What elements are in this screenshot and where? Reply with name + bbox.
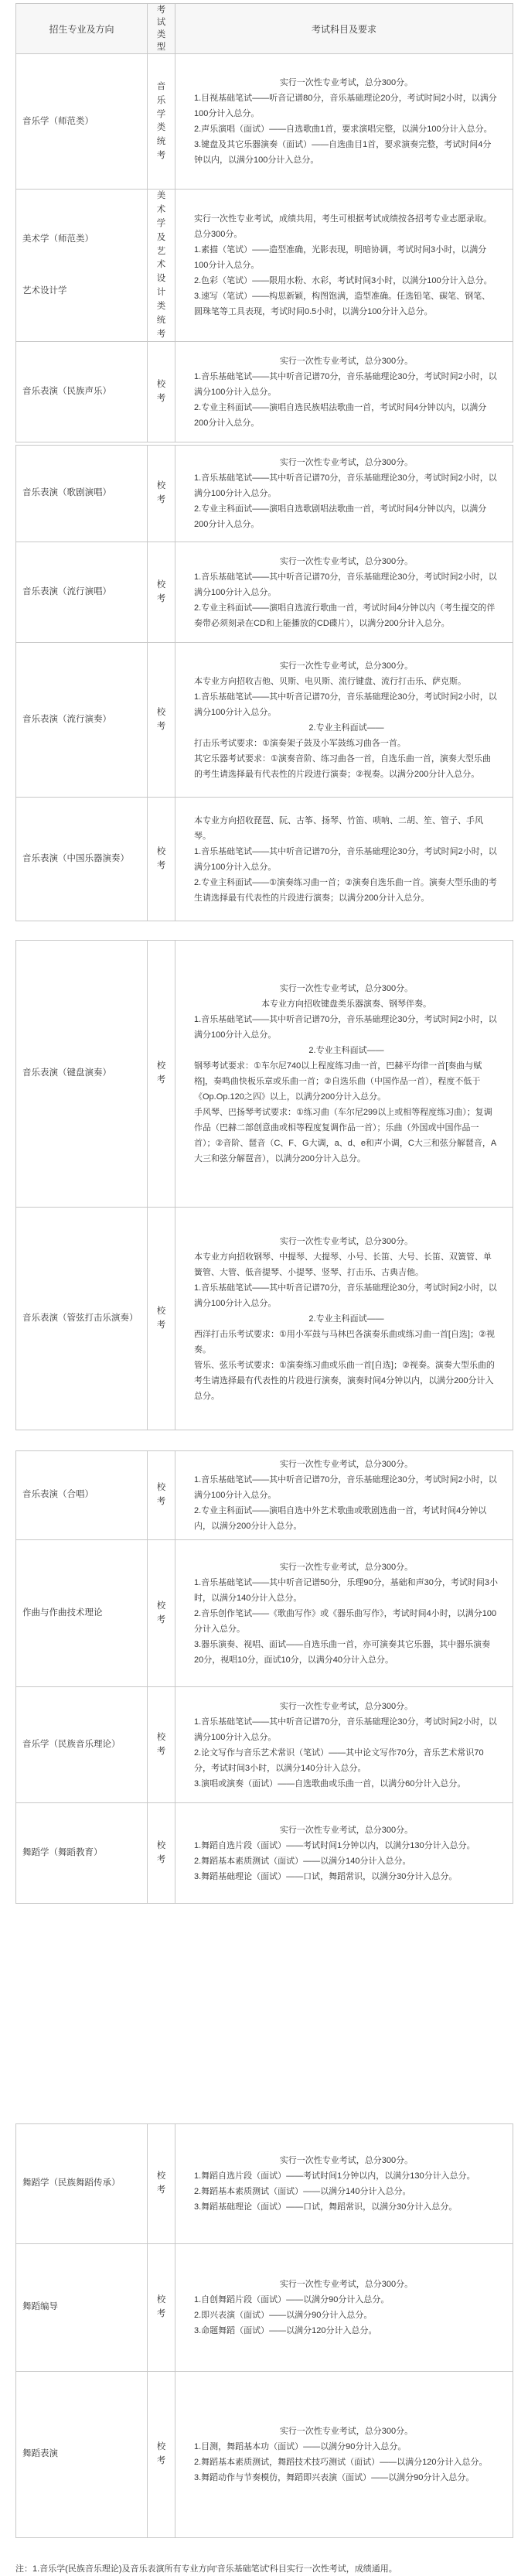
- exam-type-cell: 校考: [148, 1208, 175, 1430]
- table-row: [16, 446, 513, 542]
- req-line: 本专业方向招收钢琴、中提琴、大提琴、小号、长笛、大号、长笛、双簧管、单簧管、大管、低音提琴、小提琴、竖琴、打击乐、古典吉他。: [194, 1252, 492, 1277]
- table-row: [16, 2372, 513, 2538]
- requirements-cell: [175, 2124, 513, 2244]
- req-line: 1.音乐基础笔试——其中听音记谱70分，音乐基础理论30分，考试时间2小时，以满分100分计入总分。: [194, 1283, 497, 1308]
- requirements-cell: [175, 1208, 513, 1430]
- req-line: 实行一次性专业考试，总分300分。: [279, 1562, 414, 1572]
- req-line: 3.器乐演奏、视唱、面试——自选乐曲一首，亦可演奏其它乐器，其中器乐演奏20分，视唱10分，面试10分，以满分40分计入总分。: [194, 1639, 491, 1665]
- table-row: [16, 190, 513, 342]
- table-row: [16, 1687, 513, 1803]
- requirements-cell: [175, 1687, 513, 1803]
- req-line: 3.命题舞蹈（面试）——以满分120分计入总分。: [194, 2326, 377, 2335]
- req-line: 1.目视基础笔试——听音记谱80分，音乐基础理论20分，考试时间2小时，以满分100分计入总分。: [194, 94, 497, 119]
- major-cell: 舞蹈学（民族舞蹈传承）: [16, 2124, 148, 2244]
- major-cell: 舞蹈学（舞蹈教育）: [16, 1803, 148, 1904]
- requirements-cell: [175, 1803, 513, 1904]
- table-row: [16, 798, 513, 921]
- req-line: 2.专业主科面试——: [308, 1046, 384, 1055]
- table-header: [16, 4, 513, 54]
- major-cell: 音乐学（师范类）: [16, 54, 148, 190]
- req-line: 1.音乐基础笔试——其中听音记谱70分，音乐基础理论30分，考试时间2小时，以满分100分计入总分。: [194, 371, 497, 397]
- req-line: 3.舞蹈基础理论（面试）——口试，舞蹈常识，以满分30分计入总分。: [194, 2202, 458, 2212]
- exam-type-cell: 校考: [148, 2372, 175, 2538]
- major-cell: 音乐表演（合唱）: [16, 1451, 148, 1540]
- major-cell: 音乐表演（流行演唱）: [16, 542, 148, 643]
- exam-type-cell: 校考: [148, 2124, 175, 2244]
- table-row: [16, 2244, 513, 2372]
- req-line: 1.音乐基础笔试——其中听音记谱70分，音乐基础理论30分，考试时间2小时，以满分100分计入总分。: [194, 692, 497, 717]
- req-line: 2.色彩（笔试）——限用水粉、水彩，考试时间3小时，以满分100分计入总分。: [194, 276, 492, 286]
- req-line: 管乐、弦乐考试要求：①演奏练习曲或乐曲一首[自选]；②视奏。演奏大型乐曲的考生请选择最有代表性的片段进行演奏，演奏时间4分钟以内，以满分200分计入总分。: [194, 1360, 495, 1401]
- header-major: 招生专业及方向: [16, 4, 148, 54]
- req-line: 2.声乐演唱（面试）——自选歌曲1首，要求演唱完整，以满分100分计入总分。: [194, 125, 492, 135]
- exam-table-2: [15, 445, 513, 921]
- req-line: 实行一次性专业考试，总分300分。: [279, 556, 414, 566]
- req-line: 3.速写（笔试）——构思新颖，构图饱满，造型准确。任选铅笔、碳笔、钢笔、圆珠笔等工具表现，考试时间0.5小时，以满分100分计入总分。: [194, 292, 491, 317]
- major-cell: 音乐表演（民族声乐）: [16, 342, 148, 442]
- table-row: [16, 1451, 513, 1540]
- req-line: 3.舞蹈动作与节奏模仿，舞蹈即兴表演（面试）——以满分90分计入总分。: [194, 2473, 475, 2482]
- exam-type-cell: 校考: [148, 798, 175, 921]
- req-line: 1.音乐基础笔试——其中听音记谱70分，音乐基础理论30分，考试时间2小时，以满分100分计入总分。: [194, 1015, 497, 1040]
- major-cell: [16, 190, 148, 342]
- req-line: 2.专业主科面试——: [308, 723, 384, 733]
- major-cell: 音乐学（民族音乐理论）: [16, 1687, 148, 1803]
- req-line: 2.舞蹈基本素质测试（面试）——以满分140分计入总分。: [194, 2187, 411, 2196]
- table-row: [16, 54, 513, 190]
- major-cell: 音乐表演（中国乐器演奏）: [16, 798, 148, 921]
- requirements-cell: [175, 798, 513, 921]
- major-cell: 作曲与作曲技术理论: [16, 1540, 148, 1687]
- requirements-cell: [175, 2244, 513, 2372]
- req-line: 实行一次性专业考试，总分300分。: [279, 1236, 414, 1246]
- req-line: 1.音乐基础笔试——其中听音记谱70分，音乐基础理论30分，考试时间2小时，以满分100分计入总分。: [194, 473, 497, 498]
- table-row: [16, 941, 513, 1208]
- major-cell: 音乐表演（流行演奏）: [16, 643, 148, 798]
- requirements-cell: [175, 941, 513, 1208]
- requirements-cell: [175, 2372, 513, 2538]
- req-line: 1.音乐基础笔试——其中听音记谱70分，音乐基础理论30分，考试时间2小时，以满分100分计入总分。: [194, 846, 497, 872]
- major-cell: 音乐表演（歌剧演唱）: [16, 446, 148, 542]
- req-line: 2.专业主科面试——: [308, 1314, 384, 1324]
- req-line: 实行一次性专业考试，总分300分。: [279, 2280, 414, 2289]
- requirements-cell: [175, 190, 513, 342]
- requirements-cell: [175, 1451, 513, 1540]
- requirements-cell: [175, 446, 513, 542]
- footnote: 注：1.音乐学(民族音乐理论)及音乐表演所有专业方向'音乐基础笔试'科目实行一次性考试，成绩通用。: [15, 2564, 397, 2574]
- req-line: 1.舞蹈自选片段（面试）——考试时间1分钟以内，以满分130分计入总分。: [194, 2171, 475, 2181]
- table-row: [16, 2124, 513, 2244]
- requirements-cell: [175, 54, 513, 190]
- req-line: 2.舞蹈基本素质测试（面试）——以满分140分计入总分。: [194, 1856, 411, 1866]
- req-line: 实行一次性专业考试，总分300分。: [279, 1701, 414, 1711]
- req-line: 1.音乐基础笔试——其中听音记谱50分，乐理90分，基础和声30分，考试时间3小时，以满分140分计入总分。: [194, 1577, 498, 1603]
- exam-type-cell: 校考: [148, 643, 175, 798]
- table-row: [16, 1208, 513, 1430]
- exam-type-cell: 校考: [148, 446, 175, 542]
- req-line: 1.舞蹈自选片段（面试）——考试时间1分钟以内，以满分130分计入总分。: [194, 1840, 475, 1850]
- major-name: 美术学（师范类）: [22, 234, 94, 244]
- req-line: 实行一次性专业考试，总分300分。: [279, 2156, 414, 2165]
- requirements-cell: [175, 342, 513, 442]
- req-line: 1.音乐基础笔试——其中听音记谱70分，音乐基础理论30分，考试时间2小时，以满分100分计入总分。: [194, 1475, 497, 1500]
- exam-type-cell: 校考: [148, 941, 175, 1208]
- requirements-cell: [175, 542, 513, 643]
- exam-table-1: [15, 3, 513, 442]
- header-type: 考试类型: [148, 4, 175, 54]
- req-line: 本专业方向招收键盘类乐器演奏、钢琴伴奏。: [261, 999, 431, 1009]
- major-name-2: 艺术设计学: [22, 286, 67, 296]
- requirements-cell: [175, 643, 513, 798]
- major-cell: 音乐表演（管弦打击乐演奏）: [16, 1208, 148, 1430]
- exam-type-cell: 音乐学类统考: [148, 54, 175, 190]
- req-line: 实行一次性专业考试，总分300分。: [279, 356, 414, 366]
- requirements-cell: [175, 1540, 513, 1687]
- major-cell: 舞蹈表演: [16, 2372, 148, 2538]
- table-row: [16, 542, 513, 643]
- table-row: [16, 342, 513, 442]
- req-line: 实行一次性专业考试，总分300分。: [279, 984, 414, 993]
- table-row: [16, 1803, 513, 1904]
- req-line: 西洋打击乐考试要求：①用小军鼓与马林巴各演奏乐曲或练习曲一首[自选]；②视奏。: [194, 1329, 495, 1355]
- header-req: 考试科目及要求: [175, 4, 513, 54]
- req-line: 1.目测，舞蹈基本功（面试）——以满分90分计入总分。: [194, 2442, 407, 2451]
- major-cell: 舞蹈编导: [16, 2244, 148, 2372]
- exam-type-cell: 美术学及艺术设计类统考: [148, 190, 175, 342]
- req-line: 本专业方向招收琵琶、阮、古筝、扬琴、竹笛、唢呐、二胡、笙、管子、手风琴。: [194, 815, 483, 841]
- req-line: 1.自创舞蹈片段（面试）——以满分90分计入总分。: [194, 2295, 390, 2304]
- req-line: 2.即兴表演（面试）——以满分90分计入总分。: [194, 2311, 373, 2320]
- exam-table-5: [15, 2123, 513, 2538]
- exam-type-cell: 校考: [148, 2244, 175, 2372]
- exam-type-cell: 校考: [148, 342, 175, 442]
- req-line: 2.专业主科面试——①演奏练习曲一首；②演奏自选乐曲一首。演奏大型乐曲的考生请选择最有代表性的片段进行演奏；以满分200分计入总分。: [194, 877, 497, 903]
- exam-table-3: [15, 940, 513, 1430]
- req-line: 其它乐器考试要求：①演奏音阶、练习曲各一首，自选乐曲一首，演奏大型乐曲的考生请选择最有代表性的片段进行演奏；②视奏。以满分200分计入总分。: [194, 753, 491, 779]
- table-row: [16, 1540, 513, 1687]
- exam-table-4: [15, 1450, 513, 1904]
- req-line: 实行一次性专业考试，总分300分。: [279, 661, 414, 671]
- exam-type-cell: 校考: [148, 1803, 175, 1904]
- req-line: 2.专业主科面试——演唱自选流行歌曲一首，考试时间4分钟以内（考生提交的伴奏带必须刻录在CD和上能播放的CD碟片），以满分200分计入总分。: [194, 603, 496, 628]
- req-line: 实行一次性专业考试，总分300分。: [279, 78, 414, 88]
- req-line: 2.专业主科面试——演唱自选民族唱法歌曲一首，考试时间4分钟以内，以满分200分计入总分。: [194, 402, 487, 428]
- req-line: 3.键盘及其它乐器演奏（面试）——自选曲目1首，要求演奏完整，考试时间4分钟以内，以满分100分计入总分。: [194, 140, 492, 166]
- req-line: 1.音乐基础笔试——其中听音记谱70分，音乐基础理论30分，考试时间2小时，以满分100分计入总分。: [194, 1717, 497, 1742]
- req-line: 1.素描（笔试）——造型准确，光影表现，明暗协调，考试时间3小时，以满分100分计入总分。: [194, 245, 487, 271]
- exam-type-cell: 校考: [148, 542, 175, 643]
- req-line: 2.音乐创作笔试——《歌曲写作》或《器乐曲写作》，考试时间4小时，以满分100分计入总分。: [194, 1608, 497, 1634]
- req-line: 2.舞蹈基本素质测试，舞蹈技术技巧测试（面试）——以满分120分计入总分。: [194, 2458, 488, 2467]
- req-line: 实行一次性专业考试，总分300分。: [279, 2427, 414, 2436]
- req-line: 本专业方向招收吉他、贝斯、电贝斯、流行键盘、流行打击乐、萨克斯。: [194, 676, 466, 686]
- req-line: 1.音乐基础笔试——其中听音记谱70分，音乐基础理论30分，考试时间2小时，以满分100分计入总分。: [194, 572, 497, 597]
- req-line: 实行一次性专业考试，总分300分。: [279, 1825, 414, 1835]
- exam-type-cell: 校考: [148, 1687, 175, 1803]
- req-line: 实行一次性专业考试，成绩共用，考生可根据考试成绩按各招考专业志愿录取。总分300分。: [194, 214, 492, 240]
- major-cell: 音乐表演（键盘演奏）: [16, 941, 148, 1208]
- exam-type-cell: 校考: [148, 1540, 175, 1687]
- req-line: 实行一次性专业考试，总分300分。: [279, 458, 414, 467]
- req-line: 2.专业主科面试——演唱自选中外艺术歌曲或歌剧选曲一首，考试时间4分钟以内，以满分200分计入总分。: [194, 1506, 487, 1531]
- table-row: [16, 643, 513, 798]
- req-line: 手风琴、巴扬琴考试要求：①练习曲（车尔尼299以上或相等程度练习曲）；复调作品（巴赫二部创意曲或相等程度复调作品一首）；乐曲（外国或中国作品一首）；②音阶、琶音（C、F、G大调，a、d、e和声小调，C大三和弦分解琶音，A大三和弦分解琶音），以满分200分计入总分。: [194, 1108, 497, 1163]
- req-line: 实行一次性专业考试，总分300分。: [279, 1460, 414, 1469]
- req-line: 3.舞蹈基础理论（面试）——口试，舞蹈常识，以满分30分计入总分。: [194, 1871, 458, 1881]
- req-line: 钢琴考试要求：①车尔尼740以上程度练习曲一首，巴赫平均律一首[奏曲与赋格]，奏鸣曲快板乐章或乐曲一首；②自选乐曲（中国作品一首），程度不低于《Op.Op.120之四》以上，以满分200分计入总分。: [194, 1061, 482, 1102]
- req-line: 3.演唱或演奏（面试）——自选歌曲或乐曲一首，以满分60分计入总分。: [194, 1778, 466, 1789]
- req-line: 2.论文写作与音乐艺术常识（笔试）——其中论文写作70分，音乐艺术常识70分，考试时间3小时，以满分140分计入总分。: [194, 1748, 484, 1773]
- req-line: 2.专业主科面试——演唱自选歌剧唱法歌曲一首，考试时间4分钟以内，以满分200分计入总分。: [194, 504, 487, 529]
- exam-type-cell: 校考: [148, 1451, 175, 1540]
- req-line: 打击乐考试要求：①演奏架子鼓及小军鼓练习曲各一首。: [194, 738, 406, 748]
